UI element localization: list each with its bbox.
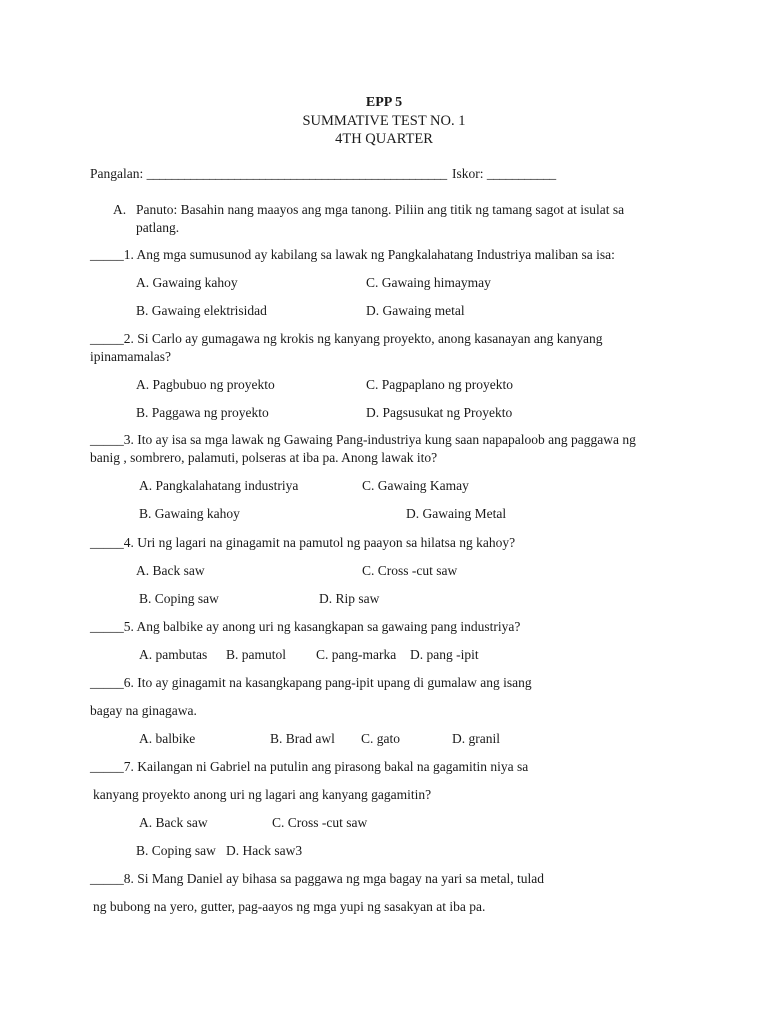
question-4-text: _____4. Uri ng lagari na ginagamit na pamutol ng paayon sa hilatsa ng kahoy?: [90, 535, 516, 550]
question-5-choice-a: A. pambutas: [139, 647, 208, 662]
question-2-text-line-2: ipinamamalas?: [90, 349, 171, 364]
question-3-text-line-1: _____3. Ito ay isa sa mga lawak ng Gawaing Pang-industriya kung saan napapaloob ang paggawa ng: [90, 432, 636, 447]
question-4-choice-c: C. Cross -cut saw: [362, 563, 458, 578]
question-7-choice-c: C. Cross -cut saw: [272, 815, 368, 830]
question-6-choice-a: A. balbike: [139, 731, 196, 746]
question-7-choice-b: B. Coping saw: [136, 843, 216, 858]
question-3-choice-b: B. Gawaing kahoy: [139, 506, 240, 521]
question-1-text: _____1. Ang mga sumusunod ay kabilang sa lawak ng Pangkalahatang Industriya maliban sa isa:: [90, 247, 615, 262]
question-1-choice-a: A. Gawaing kahoy: [136, 275, 238, 290]
question-6-choice-d: D. granil: [452, 731, 500, 746]
name-blank[interactable]: ________________________________________________: [146, 166, 447, 181]
question-6-choice-b: B. Brad awl: [270, 731, 335, 746]
question-2-text-line-1: _____2. Si Carlo ay gumagawa ng krokis ng kanyang proyekto, anong kasanayan ang kanyang: [90, 331, 603, 346]
instructions-line-2: patlang.: [136, 220, 180, 235]
question-2-choice-c: C. Pagpaplano ng proyekto: [366, 377, 513, 392]
test-title: SUMMATIVE TEST NO. 1: [302, 113, 466, 129]
question-7-choice-a: A. Back saw: [139, 815, 208, 830]
subject-title: EPP 5: [365, 95, 403, 110]
question-7-text-line-2: kanyang proyekto anong uri ng lagari ang kanyang gagamitin?: [93, 787, 432, 802]
name-line: [90, 166, 447, 182]
score-blank[interactable]: ___________: [486, 166, 556, 181]
question-3-choice-d: D. Gawaing Metal: [406, 506, 507, 521]
question-5-choice-d: D. pang -ipit: [410, 647, 479, 662]
question-1-choice-b: B. Gawaing elektrisidad: [136, 303, 267, 318]
instructions-line-1: Panuto: Basahin nang maayos ang mga tanong. Piliin ang titik ng tamang sagot at isulat sa: [136, 202, 625, 217]
question-5-text: _____5. Ang balbike ay anong uri ng kasangkapan sa gawaing pang industriya?: [90, 619, 521, 634]
question-6-choice-c: C. gato: [361, 731, 400, 746]
instructions-letter: A.: [113, 202, 127, 217]
quarter-title: 4TH QUARTER: [335, 131, 433, 147]
question-2-choice-b: B. Paggawa ng proyekto: [136, 405, 269, 420]
question-4-choice-d: D. Rip saw: [319, 591, 380, 606]
question-5-choice-c: C. pang-marka: [316, 647, 397, 662]
question-7-choice-d: D. Hack saw3: [226, 843, 303, 858]
score-line: [452, 166, 556, 182]
question-3-choice-c: C. Gawaing Kamay: [362, 478, 469, 493]
question-5-choice-b: B. pamutol: [226, 647, 286, 662]
question-3-choice-a: A. Pangkalahatang industriya: [139, 478, 299, 493]
question-6-text-line-1: _____6. Ito ay ginagamit na kasangkapang pang-ipit upang di gumalaw ang isang: [90, 675, 532, 690]
question-8-text-line-1: _____8. Si Mang Daniel ay bihasa sa paggawa ng mga bagay na yari sa metal, tulad: [90, 871, 544, 886]
question-6-text-line-2: bagay na ginagawa.: [90, 703, 197, 718]
question-2-choice-a: A. Pagbubuo ng proyekto: [136, 377, 275, 392]
question-2-choice-d: D. Pagsusukat ng Proyekto: [366, 405, 513, 420]
question-3-text-line-2: banig , sombrero, palamuti, polseras at iba pa. Anong lawak ito?: [90, 450, 438, 465]
score-label: Iskor:: [452, 166, 484, 181]
question-1-choice-c: C. Gawaing himaymay: [366, 275, 491, 290]
question-1-choice-d: D. Gawaing metal: [366, 303, 465, 318]
question-4-choice-b: B. Coping saw: [139, 591, 219, 606]
question-7-text-line-1: _____7. Kailangan ni Gabriel na putulin ang pirasong bakal na gagamitin niya sa: [90, 759, 529, 774]
name-label: Pangalan:: [90, 166, 144, 181]
question-4-choice-a: A. Back saw: [136, 563, 205, 578]
question-8-text-line-2: ng bubong na yero, gutter, pag-aayos ng mga yupi ng sasakyan at iba pa.: [93, 899, 486, 914]
